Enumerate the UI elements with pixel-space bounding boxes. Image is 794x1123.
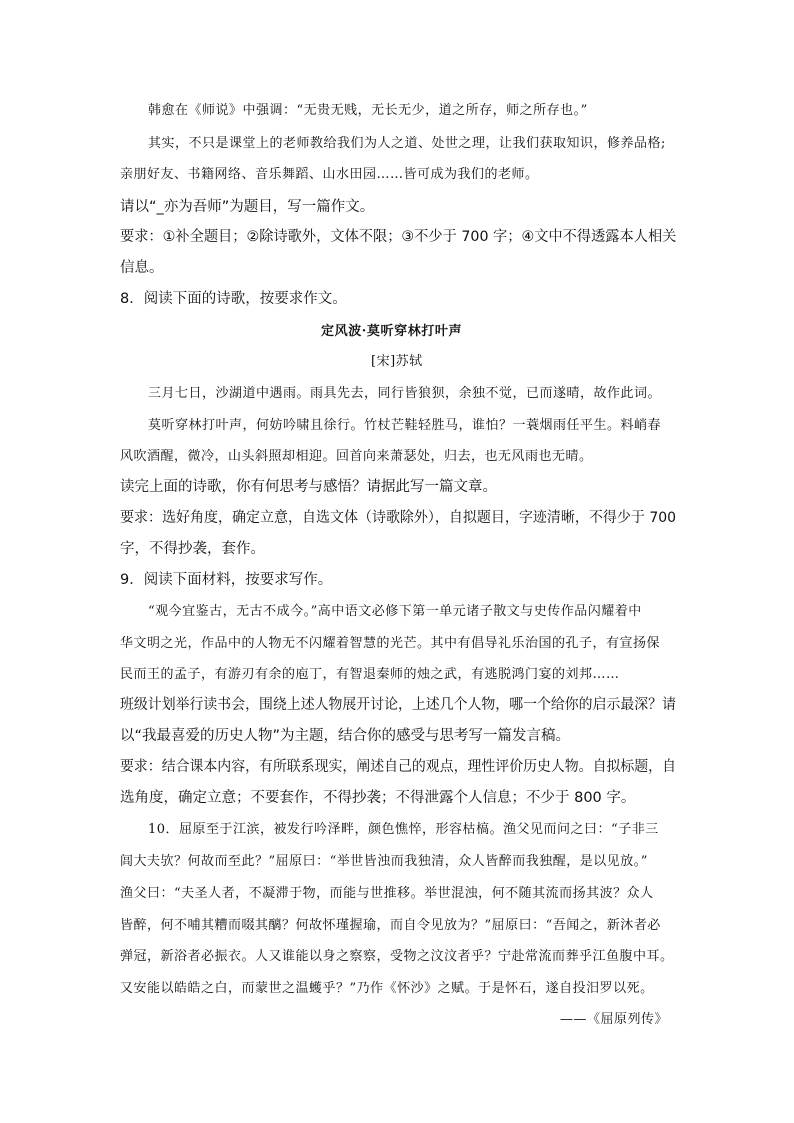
poem-text-line1: 莫听穿林打叶声，何妨吟啸且徐行。竹杖芒鞋轻胜马，谁怕？一蓑烟雨任平生。料峭春 [148,418,662,433]
q7-para1: 其实，不只是课堂上的老师教给我们为人之道、处世之理，让我们获取知识，修养品格; [148,136,666,151]
q8-prompt: 读完上面的诗歌，你有何思考与感悟？请据此写一篇文章。 [120,479,497,495]
q10-line2: 闾大夫欤？何故而至此？”屈原曰：“举世皆浊而我独清，众人皆醉而我独醒，是以见放。” [120,854,648,869]
q9-material-line1: “观今宜鉴古，无古不成今。”高中语文必修下第一单元诸子散文与史传作品闪耀着中 [148,604,642,619]
q10-line5: 弹冠，新浴者必振衣。人又谁能以身之察察，受物之汶汶者乎？宁赴常流而葬乎江鱼腹中耳。 [120,949,674,964]
q7-prompt: 请以“_亦为吾师”为题目，写一篇作文。 [120,199,375,215]
q8-requirements-line1: 要求：选好角度，确定立意，自选文体（诗歌除外），自拟题目，字迹清晰，不得少于 700 [120,510,677,526]
q7-requirements-line2: 信息。 [120,260,164,276]
q9-material-line2: 华文明之光，作品中的人物无不闪耀着智慧的光芒。其中有倡导礼乐治国的孔子，有宣扬保 [120,636,661,651]
q10-line3: 渔父曰：“夫圣人者，不凝滞于物，而能与世推移。举世混浊，何不随其流而扬其波？众人 [120,886,654,901]
q10-source: ——《屈原列传》 [560,1012,669,1027]
q9-requirements-line2: 选角度，确定立意；不要套作，不得抄袭；不得泄露个人信息；不少于 800 字。 [120,790,636,806]
q7-requirements-line1: 要求：①补全题目；②除诗歌外，文体不限；③不少于 700 字；④文中不得透露本人相关 [120,229,677,245]
q9-heading: 9．阅读下面材料，按要求写作。 [120,572,333,588]
q10-line4: 皆醉，何不哺其糟而啜其醨？何故怀瑾握瑜，而自令见放为？”屈原曰：“吾闻之，新沐者必 [120,918,661,933]
q7-quote: 韩愈在《师说》中强调：“无贵无贱，无长无少，道之所存，师之所存也。” [148,103,588,118]
q9-task-line1: 班级计划举行读书会，围绕上述人物展开讨论，上述几个人物，哪一个给你的启示最深？请 [120,697,676,713]
q8-heading: 8．阅读下面的诗歌，按要求作文。 [120,291,347,307]
poem-preface: 三月七日，沙湖道中遇雨。雨具先去，同行皆狼狈，余独不觉，已而遂晴，故作此词。 [148,386,662,401]
poem-title: 定风波·莫听穿林打叶声 [321,324,463,339]
poem-author: [宋]苏轼 [371,354,423,369]
q9-material-line3: 民而王的孟子，有游刃有余的庖丁，有智退秦师的烛之武，有逃脱鸿门宴的刘邦…… [120,667,620,682]
q10-line6: 又安能以皓皓之白，而蒙世之温蠖乎？”乃作《怀沙》之赋。于是怀石，遂自投汨罗以死。 [120,981,654,996]
q9-task-line2: 以“我最喜爱的历史人物”为主题，结合你的感受与思考写一篇发言稿。 [120,728,571,744]
poem-text-line2: 风吹酒醒，微冷，山头斜照却相迎。回首向来萧瑟处，归去，也无风雨也无晴。 [120,449,593,464]
q7-para2: 亲朋好友、书籍网络、音乐舞蹈、山水田园……皆可成为我们的老师。 [120,167,539,182]
q8-requirements-line2: 字，不得抄袭，套作。 [120,541,265,557]
q9-requirements-line1: 要求：结合课本内容，有所联系现实，阐述自己的观点，理性评价历史人物。自拟标题，自 [120,759,676,775]
q10-line1: 10．屈原至于江滨，被发行吟泽畔，颜色憔悴，形容枯槁。渔父见而问之曰：“子非三 [148,822,659,837]
